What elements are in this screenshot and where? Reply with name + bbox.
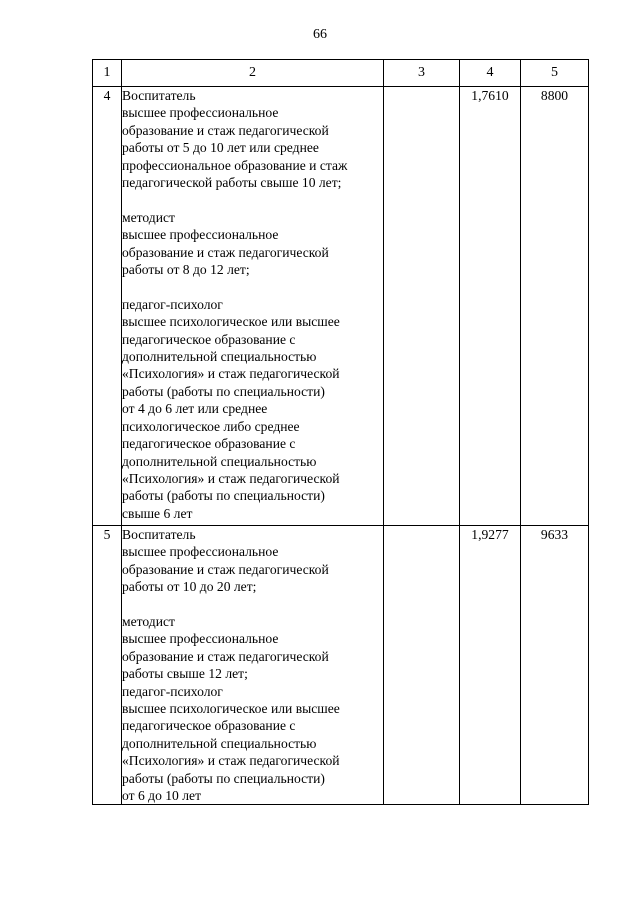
coefficient-cell: 1,9277: [460, 526, 521, 805]
description-line: от 6 до 10 лет: [122, 788, 202, 804]
psychologist-requirements: [122, 296, 383, 522]
table-row: [93, 526, 589, 805]
column-header-5: 5: [521, 60, 589, 87]
position-description: [122, 87, 384, 526]
description-line: педагогическое образование с: [122, 718, 296, 734]
description-line: работы (работы по специальности): [122, 770, 325, 786]
description-line: педагог-психолог: [122, 683, 223, 699]
description-line: работы свыше 12 лет;: [122, 666, 248, 682]
methodist-psychologist-requirements: [122, 613, 383, 804]
table-header-row: [93, 60, 589, 87]
description-line: высшее профессиональное: [122, 631, 279, 647]
description-line: высшее профессиональное: [122, 544, 279, 560]
description-line: от 4 до 6 лет или среднее: [122, 401, 268, 417]
salary-cell: 8800: [521, 87, 589, 526]
description-line: работы от 8 до 12 лет;: [122, 262, 250, 278]
teacher-requirements: [122, 87, 383, 191]
teacher-requirements: [122, 526, 383, 596]
description-line: педагогическое образование с: [122, 331, 296, 347]
description-line: образование и стаж педагогической: [122, 648, 329, 664]
methodist-requirements: [122, 209, 383, 279]
salary-cell: 9633: [521, 526, 589, 805]
empty-cell: [384, 526, 460, 805]
table-row: [93, 87, 589, 526]
description-line: психологическое либо среднее: [122, 418, 300, 434]
column-header-3: 3: [384, 60, 460, 87]
coefficient-cell: 1,7610: [460, 87, 521, 526]
description-line: педагог-психолог: [122, 296, 223, 312]
empty-cell: [384, 87, 460, 526]
description-line: работы (работы по специальности): [122, 488, 325, 504]
description-line: дополнительной специальностью: [122, 349, 317, 365]
description-line: образование и стаж педагогической: [122, 561, 329, 577]
description-line: профессиональное образование и стаж: [122, 157, 348, 173]
row-number: 4: [93, 87, 122, 526]
description-line: дополнительной специальностью: [122, 735, 317, 751]
description-line: образование и стаж педагогической: [122, 244, 329, 260]
description-line: высшее профессиональное: [122, 105, 279, 121]
description-line: педагогическое образование с: [122, 436, 296, 452]
description-line: Воспитатель: [122, 527, 196, 542]
description-line: «Психология» и стаж педагогической: [122, 753, 340, 769]
description-line: дополнительной специальностью: [122, 453, 317, 469]
salary-table: [92, 59, 589, 805]
page-number: 66: [313, 27, 327, 42]
description-line: «Психология» и стаж педагогической: [122, 470, 340, 486]
description-line: свыше 6 лет: [122, 505, 193, 521]
position-description: [122, 526, 384, 805]
description-line: Воспитатель: [122, 88, 196, 103]
description-line: образование и стаж педагогической: [122, 122, 329, 138]
description-line: высшее профессиональное: [122, 227, 279, 243]
column-header-2: 2: [122, 60, 384, 87]
description-line: «Психология» и стаж педагогической: [122, 366, 340, 382]
description-line: методист: [122, 209, 175, 225]
description-line: работы от 10 до 20 лет;: [122, 579, 257, 595]
description-line: высшее психологическое или высшее: [122, 701, 340, 717]
description-line: высшее психологическое или высшее: [122, 314, 340, 330]
description-line: работы от 5 до 10 лет или среднее: [122, 140, 319, 156]
row-number: 5: [93, 526, 122, 805]
description-line: методист: [122, 614, 175, 630]
description-line: педагогической работы свыше 10 лет;: [122, 175, 342, 191]
description-line: работы (работы по специальности): [122, 383, 325, 399]
column-header-4: 4: [460, 60, 521, 87]
column-header-1: 1: [93, 60, 122, 87]
